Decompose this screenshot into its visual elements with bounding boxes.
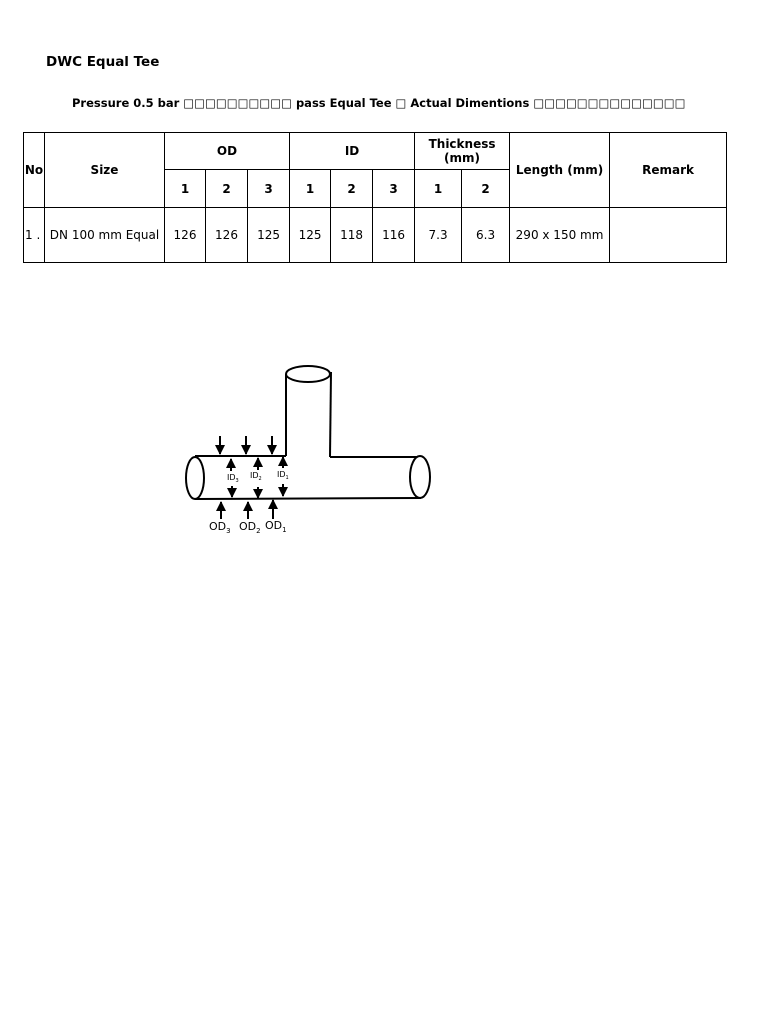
od2-label: $OD_2$ bbox=[239, 520, 261, 535]
cell-od-2: 126 bbox=[206, 208, 248, 263]
id-arrows-down bbox=[232, 484, 283, 498]
subheader-thickness-2: 2 bbox=[462, 170, 510, 208]
document-title: DWC Equal Tee bbox=[46, 54, 160, 70]
id3-label: $ID_3$ bbox=[227, 473, 239, 484]
cell-od-1: 126 bbox=[165, 208, 206, 263]
subheader-id-2: 2 bbox=[331, 170, 373, 208]
header-id: ID bbox=[290, 133, 415, 170]
header-thickness-unit: (mm) bbox=[444, 151, 481, 165]
subheader-od-2: 2 bbox=[206, 170, 248, 208]
cell-thickness-2: 6.3 bbox=[462, 208, 510, 263]
subheader-id-3: 3 bbox=[373, 170, 415, 208]
id-arrows-up bbox=[231, 457, 283, 471]
subheader-thickness-1: 1 bbox=[415, 170, 462, 208]
cell-thickness-1: 7.3 bbox=[415, 208, 462, 263]
od1-label: $OD_1$ bbox=[265, 519, 287, 534]
branch-end-top bbox=[286, 366, 330, 382]
header-size: Size bbox=[45, 133, 165, 208]
subheader-od-1: 1 bbox=[165, 170, 206, 208]
pipe-end-left bbox=[186, 457, 204, 499]
header-od: OD bbox=[165, 133, 290, 170]
cell-size: DN 100 mm Equal bbox=[45, 208, 165, 263]
id2-label: $ID_2$ bbox=[250, 471, 262, 482]
od-arrows-bottom bbox=[221, 500, 273, 519]
cell-id-1: 125 bbox=[290, 208, 331, 263]
pipe-end-right bbox=[410, 456, 430, 498]
od3-label: $OD_3$ bbox=[209, 520, 231, 535]
cell-length: 290 x 150 mm bbox=[510, 208, 610, 263]
header-remark: Remark bbox=[610, 133, 727, 208]
cell-id-3: 116 bbox=[373, 208, 415, 263]
subheader-id-1: 1 bbox=[290, 170, 331, 208]
header-length: Length (mm) bbox=[510, 133, 610, 208]
header-no: No bbox=[24, 133, 45, 208]
header-thickness-label: Thickness bbox=[428, 137, 496, 151]
cell-no: 1 . bbox=[24, 208, 45, 263]
cell-id-2: 118 bbox=[331, 208, 373, 263]
id1-label: $ID_1$ bbox=[277, 470, 289, 481]
od-arrows-top bbox=[220, 436, 272, 454]
subheader-od-3: 3 bbox=[248, 170, 290, 208]
cell-od-3: 125 bbox=[248, 208, 290, 263]
document-subtitle: Pressure 0.5 bar □□□□□□□□□□ pass Equal Tee □ Actual Dimentions □□□□□□□□□□□□□□ bbox=[72, 96, 686, 110]
